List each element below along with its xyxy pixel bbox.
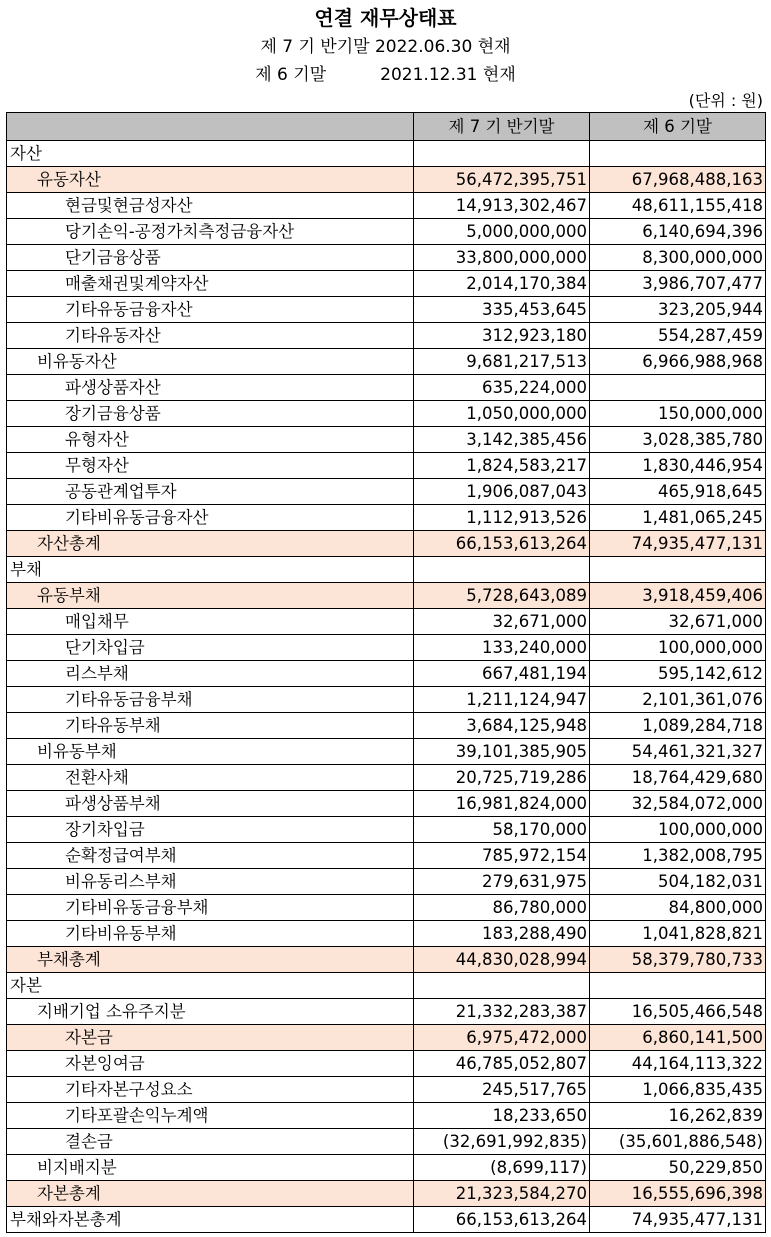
row-prior: 1,830,446,954 [590,453,766,479]
table-row [7,869,766,895]
row-label: 자본 [7,973,414,999]
table-row [7,297,766,323]
row-current: 3,142,385,456 [414,427,590,453]
row-label: 자본잉여금 [7,1051,414,1077]
row-prior [590,375,766,401]
row-prior: 1,382,008,795 [590,843,766,869]
row-prior: 595,142,612 [590,661,766,687]
table-row [7,1077,766,1103]
row-prior: 84,800,000 [590,895,766,921]
row-current: 20,725,719,286 [414,765,590,791]
row-current [414,973,590,999]
row-label: 현금및현금성자산 [7,193,414,219]
row-prior: 54,461,321,327 [590,739,766,765]
table-row [7,739,766,765]
table-row [7,687,766,713]
row-current: 279,631,975 [414,869,590,895]
table-row [7,1025,766,1051]
row-prior: 465,918,645 [590,479,766,505]
row-label: 리스부채 [7,661,414,687]
row-prior: 6,140,694,396 [590,219,766,245]
row-current [414,557,590,583]
table-row [7,1103,766,1129]
row-prior: (35,601,886,548) [590,1129,766,1155]
row-label: 파생상품자산 [7,375,414,401]
row-prior [590,557,766,583]
row-label: 기타유동금융부채 [7,687,414,713]
table-row [7,635,766,661]
row-prior [590,141,766,167]
row-current: 66,153,613,264 [414,531,590,557]
table-row [7,791,766,817]
row-label: 자본금 [7,1025,414,1051]
unit-label: (단위 : 원) [688,91,763,110]
row-current: 183,288,490 [414,921,590,947]
row-label: 당기손익-공정가치측정금융자산 [7,219,414,245]
row-prior: 6,860,141,500 [590,1025,766,1051]
row-prior: 554,287,459 [590,323,766,349]
table-row [7,479,766,505]
table-row [7,583,766,609]
table-row [7,1155,766,1181]
table-row [7,271,766,297]
table-row [7,999,766,1025]
row-label: 전환사채 [7,765,414,791]
row-prior: 3,918,459,406 [590,583,766,609]
row-current: 3,684,125,948 [414,713,590,739]
row-current: 9,681,217,513 [414,349,590,375]
row-label: 비유동자산 [7,349,414,375]
row-prior: 504,182,031 [590,869,766,895]
row-label: 기타포괄손익누계액 [7,1103,414,1129]
row-prior: 1,041,828,821 [590,921,766,947]
row-current: 21,332,283,387 [414,999,590,1025]
row-prior: 50,229,850 [590,1155,766,1181]
row-current: 16,981,824,000 [414,791,590,817]
row-current: 133,240,000 [414,635,590,661]
table-row [7,193,766,219]
row-label: 단기금융상품 [7,245,414,271]
row-current: 21,323,584,270 [414,1181,590,1207]
table-row [7,167,766,193]
table-row [7,609,766,635]
table-row [7,1129,766,1155]
row-label: 순확정급여부채 [7,843,414,869]
table-row [7,453,766,479]
row-label: 기타유동금융자산 [7,297,414,323]
table-row [7,245,766,271]
row-label: 자본총계 [7,1181,414,1207]
row-prior: 3,028,385,780 [590,427,766,453]
row-current: 785,972,154 [414,843,590,869]
row-current: 18,233,650 [414,1103,590,1129]
table-row [7,661,766,687]
row-prior: 18,764,429,680 [590,765,766,791]
row-current: 1,824,583,217 [414,453,590,479]
table-row [7,323,766,349]
row-prior: 323,205,944 [590,297,766,323]
row-label: 비유동리스부채 [7,869,414,895]
table-row [7,505,766,531]
row-current: 14,913,302,467 [414,193,590,219]
table-row [7,1207,766,1233]
row-prior: 100,000,000 [590,817,766,843]
row-label: 기타비유동금융부채 [7,895,414,921]
row-current: 335,453,645 [414,297,590,323]
row-label: 자산 [7,141,414,167]
table-row [7,921,766,947]
row-label: 기타비유동금융자산 [7,505,414,531]
report-header [0,0,771,112]
table-header-row [7,113,766,141]
table-row [7,401,766,427]
row-current: 39,101,385,905 [414,739,590,765]
row-current: 245,517,765 [414,1077,590,1103]
row-current [414,141,590,167]
row-prior: 44,164,113,322 [590,1051,766,1077]
table-row [7,947,766,973]
row-current: 667,481,194 [414,661,590,687]
row-prior: 74,935,477,131 [590,531,766,557]
row-label: 비유동부채 [7,739,414,765]
table-row [7,427,766,453]
row-label: 기타유동부채 [7,713,414,739]
row-label: 유형자산 [7,427,414,453]
row-prior: 1,066,835,435 [590,1077,766,1103]
row-current: 312,923,180 [414,323,590,349]
table-row [7,843,766,869]
row-prior: 150,000,000 [590,401,766,427]
row-current: (32,691,992,835) [414,1129,590,1155]
row-current: 635,224,000 [414,375,590,401]
table-row [7,375,766,401]
row-prior: 74,935,477,131 [590,1207,766,1233]
row-prior: 32,671,000 [590,609,766,635]
row-current: 66,153,613,264 [414,1207,590,1233]
table-row [7,973,766,999]
row-prior: 58,379,780,733 [590,947,766,973]
row-current: 1,050,000,000 [414,401,590,427]
table-row [7,219,766,245]
table-row [7,557,766,583]
column-header-prior: 제 6 기말 [590,113,766,141]
report-title: 연결 재무상태표 [314,6,457,30]
row-label: 장기금융상품 [7,401,414,427]
row-prior [590,973,766,999]
row-label: 부채 [7,557,414,583]
row-current: 1,112,913,526 [414,505,590,531]
row-label: 부채와자본총계 [7,1207,414,1233]
row-label: 자산총계 [7,531,414,557]
row-current: 1,211,124,947 [414,687,590,713]
table-row [7,895,766,921]
row-current: 6,975,472,000 [414,1025,590,1051]
row-label: 비지배지분 [7,1155,414,1181]
table-row [7,713,766,739]
row-current: 33,800,000,000 [414,245,590,271]
row-prior: 67,968,488,163 [590,167,766,193]
row-current: (8,699,117) [414,1155,590,1181]
row-label: 지배기업 소유주지분 [7,999,414,1025]
table-row [7,1051,766,1077]
balance-sheet-table [6,112,766,1233]
row-prior: 48,611,155,418 [590,193,766,219]
row-label: 부채총계 [7,947,414,973]
row-label: 매출채권및계약자산 [7,271,414,297]
row-current: 86,780,000 [414,895,590,921]
table-row [7,141,766,167]
row-current: 1,906,087,043 [414,479,590,505]
table-row [7,765,766,791]
table-row [7,817,766,843]
row-label: 기타비유동부채 [7,921,414,947]
row-current: 2,014,170,384 [414,271,590,297]
row-label: 유동자산 [7,167,414,193]
table-row [7,531,766,557]
row-label: 매입채무 [7,609,414,635]
row-current: 58,170,000 [414,817,590,843]
row-label: 공동관계업투자 [7,479,414,505]
table-row [7,349,766,375]
row-prior: 16,555,696,398 [590,1181,766,1207]
row-prior: 1,089,284,718 [590,713,766,739]
row-label: 파생상품부채 [7,791,414,817]
table-row [7,1181,766,1207]
row-current: 5,728,643,089 [414,583,590,609]
row-prior: 3,986,707,477 [590,271,766,297]
row-current: 56,472,395,751 [414,167,590,193]
row-prior: 100,000,000 [590,635,766,661]
row-current: 32,671,000 [414,609,590,635]
row-label: 기타자본구성요소 [7,1077,414,1103]
row-current: 44,830,028,994 [414,947,590,973]
row-prior: 16,262,839 [590,1103,766,1129]
row-label: 단기차입금 [7,635,414,661]
row-prior: 16,505,466,548 [590,999,766,1025]
row-prior: 6,966,988,968 [590,349,766,375]
row-current: 46,785,052,807 [414,1051,590,1077]
row-label: 무형자산 [7,453,414,479]
row-label: 유동부채 [7,583,414,609]
row-prior: 2,101,361,076 [590,687,766,713]
row-label: 장기차입금 [7,817,414,843]
row-current: 5,000,000,000 [414,219,590,245]
row-prior: 8,300,000,000 [590,245,766,271]
column-header-current: 제 7 기 반기말 [414,113,590,141]
row-label: 결손금 [7,1129,414,1155]
row-prior: 1,481,065,245 [590,505,766,531]
row-prior: 32,584,072,000 [590,791,766,817]
row-label: 기타유동자산 [7,323,414,349]
column-header-label [7,113,414,141]
prior-period-label: 제 6 기말 2021.12.31 현재 [255,65,516,85]
current-period-label: 제 7 기 반기말 2022.06.30 현재 [260,37,511,57]
